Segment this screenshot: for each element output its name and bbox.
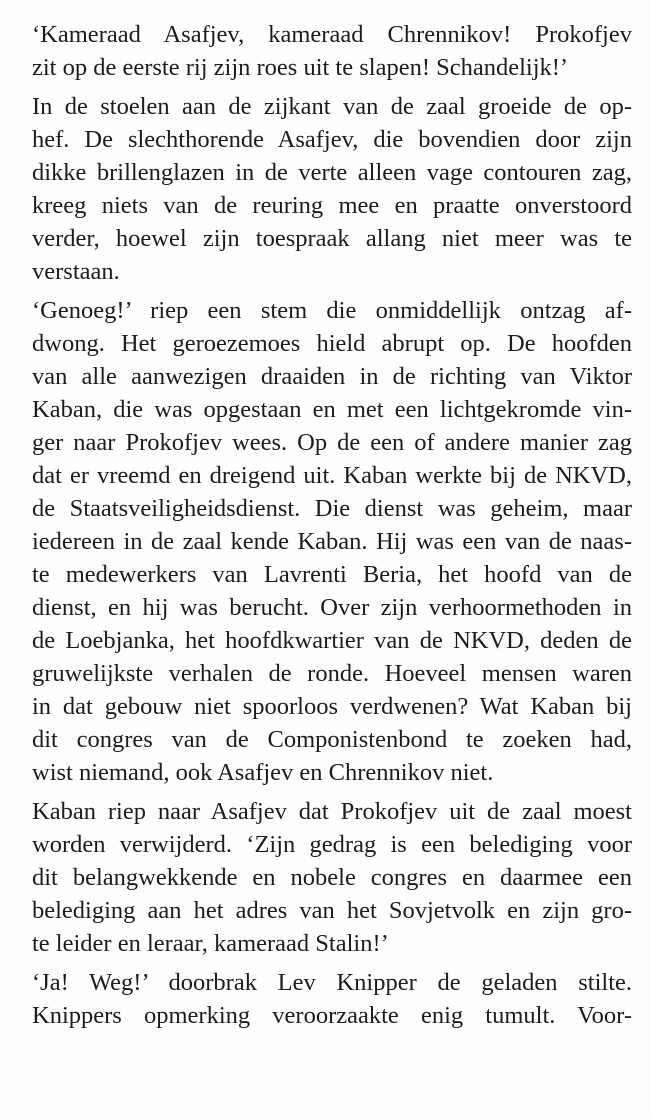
text-line: Kaban riep naar Asafjev dat Prokofjev uit de zaal moest	[32, 798, 632, 825]
text-line: dikke brillenglazen in de verte alleen vage contouren zag,	[32, 159, 632, 186]
text-line: verstaan.	[32, 258, 120, 285]
paragraph-2	[32, 90, 632, 288]
text-line: dienst, en hij was berucht. Over zijn verhoormethoden in	[32, 594, 632, 621]
text-line: ger naar Prokofjev wees. Op de een of andere manier zag	[32, 429, 632, 456]
text-line: Knippers opmerking veroorzaakte enig tumult. Voor-	[32, 1002, 632, 1029]
text-line: dit belangwekkende en nobele congres en daarmee een	[32, 864, 632, 891]
paragraph-4	[32, 795, 632, 960]
paragraph-3	[32, 294, 632, 789]
text-line: wist niemand, ook Asafjev en Chrennikov niet.	[32, 759, 494, 786]
text-line: worden verwijderd. ‘Zijn gedrag is een belediging voor	[32, 831, 632, 858]
text-line: In de stoelen aan de zijkant van de zaal groeide de op-	[32, 93, 632, 120]
text-line: ‘Kameraad Asafjev, kameraad Chrennikov! Prokofjev	[32, 21, 632, 48]
text-line: in dat gebouw niet spoorloos verdwenen? Wat Kaban bij	[32, 693, 632, 720]
text-line: ‘Ja! Weg!’ doorbrak Lev Knipper de geladen stilte.	[32, 969, 632, 996]
paragraph-1	[32, 18, 632, 84]
paragraph-5	[32, 966, 632, 1032]
text-line: dit congres van de Componistenbond te zoeken had,	[32, 726, 632, 753]
text-line: ‘Genoeg!’ riep een stem die onmiddellijk ontzag af-	[32, 297, 632, 324]
text-line: dat er vreemd en dreigend uit. Kaban werkte bij de NKVD,	[32, 462, 632, 489]
text-line: Kaban, die was opgestaan en met een lichtgekromde vin-	[32, 396, 632, 423]
text-line: belediging aan het adres van het Sovjetvolk en zijn gro-	[32, 897, 632, 924]
text-line: hef. De slechthorende Asafjev, die bovendien door zijn	[32, 126, 632, 153]
text-line: de Staatsveiligheidsdienst. Die dienst was geheim, maar	[32, 495, 632, 522]
text-line: kreeg niets van de reuring mee en praatte onverstoord	[32, 192, 632, 219]
text-line: van alle aanwezigen draaiden in de richting van Viktor	[32, 363, 632, 390]
text-line: verder, hoewel zijn toespraak allang niet meer was te	[32, 225, 632, 252]
text-line: de Loebjanka, het hoofdkwartier van de NKVD, deden de	[32, 627, 632, 654]
text-line: gruwelijkste verhalen de ronde. Hoeveel mensen waren	[32, 660, 632, 687]
text-line: te medewerkers van Lavrenti Beria, het hoofd van de	[32, 561, 632, 588]
body-text	[32, 18, 632, 1032]
text-line: te leider en leraar, kameraad Stalin!’	[32, 930, 389, 957]
text-line: zit op de eerste rij zijn roes uit te slapen! Schandelijk!’	[32, 54, 569, 81]
text-line: dwong. Het geroezemoes hield abrupt op. De hoofden	[32, 330, 632, 357]
text-line: iedereen in de zaal kende Kaban. Hij was een van de naas-	[32, 528, 632, 555]
